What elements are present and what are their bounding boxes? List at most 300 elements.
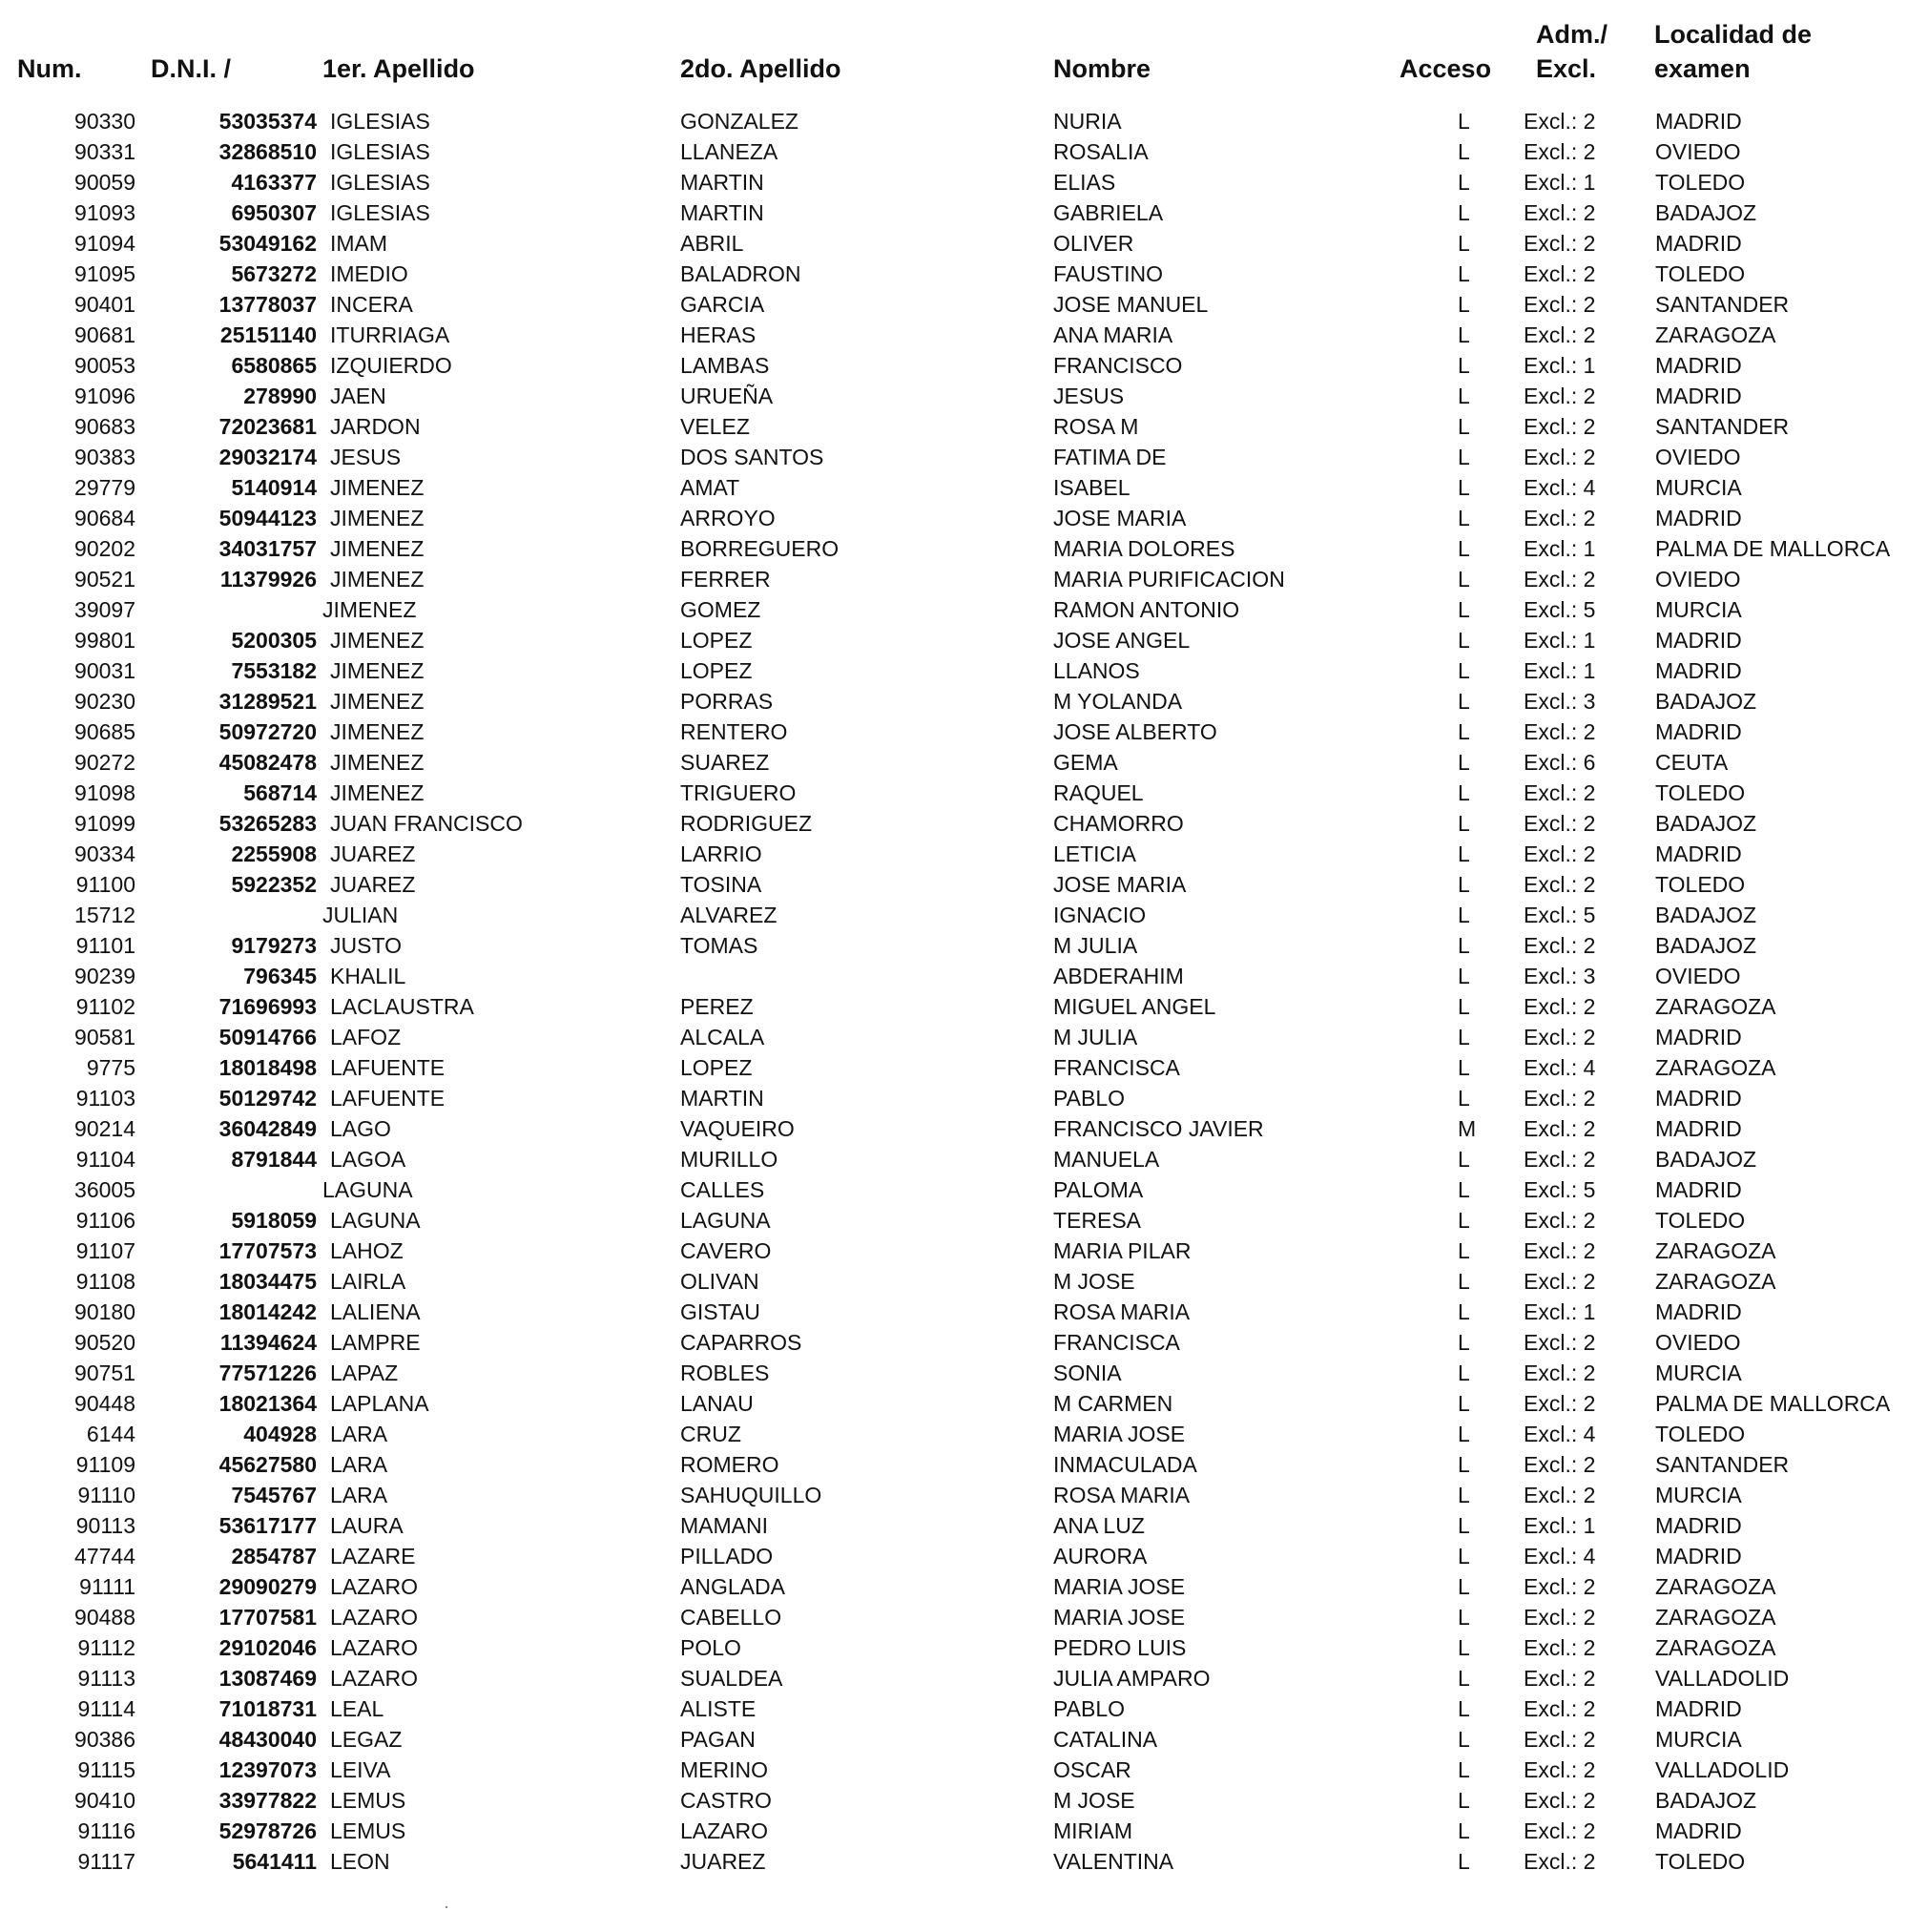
cell-apellido2: POLO (680, 1635, 741, 1660)
cell-nombre: OSCAR (1053, 1757, 1131, 1782)
cell-localidad: PALMA DE MALLORCA (1655, 536, 1891, 561)
cell-apellido1: LAGUNA (330, 1208, 421, 1233)
cell-localidad: ZARAGOZA (1655, 1055, 1776, 1080)
cell-apellido2: GISTAU (680, 1299, 760, 1324)
cell-num: 91098 (74, 780, 135, 805)
table-row (0, 1693, 1908, 1724)
table-row (0, 1846, 1908, 1877)
cell-localidad: MADRID (1655, 1696, 1742, 1721)
cell-adm-excl: Excl.: 2 (1524, 1635, 1596, 1660)
cell-acceso: L (1458, 1238, 1470, 1263)
cell-apellido1: JIMENEZ (330, 567, 425, 592)
cell-apellido1: JIMENEZ (330, 475, 425, 500)
cell-dni: 50129742 (218, 1086, 317, 1111)
cell-apellido2: LAMBAS (680, 353, 770, 378)
cell-localidad: TOLEDO (1655, 261, 1746, 286)
table-row (0, 1327, 1908, 1358)
cell-apellido2: AMAT (680, 475, 740, 500)
cell-localidad: OVIEDO (1655, 567, 1741, 592)
cell-nombre: MIRIAM (1053, 1818, 1133, 1843)
cell-localidad: OVIEDO (1655, 1330, 1741, 1355)
cell-adm-excl: Excl.: 5 (1524, 903, 1596, 927)
cell-acceso: L (1458, 1849, 1470, 1874)
cell-dni: 568714 (243, 780, 317, 805)
table-row (0, 930, 1908, 961)
cell-num: 91114 (77, 1696, 135, 1721)
table-row (0, 991, 1908, 1022)
cell-nombre: JOSE MANUEL (1053, 292, 1209, 317)
cell-localidad: MADRID (1655, 1544, 1742, 1568)
cell-dni: 5140914 (231, 475, 317, 500)
cell-dni: 18014242 (218, 1299, 317, 1324)
cell-num: 91113 (77, 1666, 135, 1691)
cell-acceso: L (1458, 1391, 1470, 1416)
cell-num: 90520 (74, 1330, 135, 1355)
cell-nombre: FRANCISCO (1053, 353, 1183, 378)
cell-adm-excl: Excl.: 3 (1524, 689, 1596, 714)
cell-apellido2: OLIVAN (680, 1269, 759, 1294)
cell-adm-excl: Excl.: 2 (1524, 1483, 1596, 1507)
cell-dni: 5200305 (231, 628, 317, 653)
cell-localidad: TOLEDO (1655, 1422, 1746, 1446)
table-row (0, 167, 1908, 197)
cell-apellido2: LOPEZ (680, 658, 753, 683)
table-row (0, 1785, 1908, 1816)
table-row (0, 350, 1908, 381)
cell-localidad: MADRID (1655, 1513, 1742, 1538)
cell-num: 90410 (74, 1788, 135, 1813)
cell-apellido2: LLANEZA (680, 139, 778, 164)
cell-dni: 13087469 (218, 1666, 317, 1691)
cell-adm-excl: Excl.: 2 (1524, 1788, 1596, 1813)
cell-acceso: L (1458, 1330, 1470, 1355)
table-row (0, 136, 1908, 167)
cell-apellido1: LEMUS (330, 1818, 406, 1843)
cell-acceso: L (1458, 322, 1470, 347)
table-row (0, 1632, 1908, 1663)
table-row (0, 1144, 1908, 1174)
cell-apellido2: MURILLO (680, 1147, 778, 1172)
cell-acceso: L (1458, 1208, 1470, 1233)
cell-apellido2: RODRIGUEZ (680, 811, 812, 836)
cell-nombre: MARIA JOSE (1053, 1574, 1186, 1599)
cell-acceso: L (1458, 506, 1470, 530)
cell-apellido2: SAHUQUILLO (680, 1483, 822, 1507)
cell-nombre: MARIA DOLORES (1053, 536, 1235, 561)
cell-num: 90202 (74, 536, 135, 561)
header-adm-line1: Adm./ (1536, 20, 1608, 49)
cell-nombre: M JOSE (1053, 1269, 1135, 1294)
cell-dni: 33977822 (218, 1788, 317, 1813)
cell-localidad: MADRID (1655, 384, 1742, 408)
cell-localidad: OVIEDO (1655, 445, 1741, 469)
cell-num: 90383 (74, 445, 135, 469)
cell-num: 90031 (74, 658, 135, 683)
cell-apellido1: LACLAUSTRA (330, 994, 474, 1019)
cell-adm-excl: Excl.: 2 (1524, 1727, 1596, 1752)
cell-nombre: AURORA (1053, 1544, 1148, 1568)
cell-acceso: L (1458, 445, 1470, 469)
cell-nombre: FATIMA DE (1053, 445, 1167, 469)
cell-dni: 53265283 (218, 811, 317, 836)
cell-apellido1: ITURRIAGA (330, 322, 450, 347)
cell-nombre: M YOLANDA (1053, 689, 1183, 714)
cell-localidad: CEUTA (1655, 750, 1729, 775)
cell-nombre: RAQUEL (1053, 780, 1144, 805)
cell-localidad: BADAJOZ (1655, 933, 1757, 958)
cell-adm-excl: Excl.: 2 (1524, 1269, 1596, 1294)
cell-dni: 25151140 (219, 322, 317, 347)
cell-adm-excl: Excl.: 2 (1524, 1208, 1596, 1233)
cell-adm-excl: Excl.: 1 (1524, 658, 1596, 683)
cell-nombre: LETICIA (1053, 841, 1136, 866)
cell-apellido1: JUAREZ (330, 841, 416, 866)
cell-adm-excl: Excl.: 2 (1524, 1147, 1596, 1172)
cell-apellido2: PILLADO (680, 1544, 774, 1568)
cell-apellido1: JIMENEZ (330, 506, 425, 530)
cell-apellido2: GARCIA (680, 292, 765, 317)
cell-acceso: L (1458, 1361, 1470, 1385)
table-row (0, 1571, 1908, 1602)
cell-adm-excl: Excl.: 2 (1524, 567, 1596, 592)
cell-apellido2: ROMERO (680, 1452, 779, 1477)
cell-adm-excl: Excl.: 2 (1524, 1666, 1596, 1691)
cell-acceso: L (1458, 1696, 1470, 1721)
cell-dni: 2255908 (231, 841, 317, 866)
cell-acceso: L (1458, 170, 1470, 195)
cell-dni: 71696993 (218, 994, 317, 1019)
cell-nombre: JOSE ALBERTO (1053, 719, 1217, 744)
cell-acceso: L (1458, 689, 1470, 714)
cell-dni: 18034475 (218, 1269, 317, 1294)
table-row (0, 869, 1908, 900)
header-adm-line2: Excl. (1536, 54, 1597, 83)
cell-nombre: JULIA AMPARO (1053, 1666, 1211, 1691)
cell-localidad: MADRID (1655, 109, 1742, 134)
cell-acceso: L (1458, 475, 1470, 500)
cell-apellido2: ROBLES (680, 1361, 770, 1385)
cell-apellido1: IGLESIAS (330, 170, 430, 195)
cell-adm-excl: Excl.: 1 (1524, 1299, 1596, 1324)
cell-acceso: L (1458, 1513, 1470, 1538)
cell-num: 91103 (75, 1086, 135, 1111)
cell-localidad: OVIEDO (1655, 139, 1741, 164)
cell-acceso: M (1458, 1116, 1477, 1141)
cell-dni: 29032174 (218, 445, 317, 469)
cell-num: 91109 (75, 1452, 135, 1477)
cell-apellido2: TOMAS (680, 933, 758, 958)
table-row (0, 1205, 1908, 1236)
cell-nombre: OLIVER (1053, 231, 1134, 256)
cell-acceso: L (1458, 109, 1470, 134)
cell-num: 90488 (74, 1605, 135, 1630)
cell-nombre: VALENTINA (1053, 1849, 1174, 1874)
cell-nombre: FAUSTINO (1053, 261, 1164, 286)
cell-adm-excl: Excl.: 2 (1524, 841, 1596, 866)
cell-apellido1: JIMENEZ (322, 597, 417, 622)
table-row (0, 717, 1908, 747)
table-row (0, 839, 1908, 869)
table-row (0, 564, 1908, 594)
cell-apellido2: HERAS (680, 322, 757, 347)
cell-localidad: MURCIA (1655, 1361, 1742, 1385)
cell-apellido2: VAQUEIRO (680, 1116, 795, 1141)
cell-nombre: PABLO (1053, 1696, 1125, 1721)
cell-acceso: L (1458, 964, 1470, 988)
cell-adm-excl: Excl.: 2 (1524, 1086, 1596, 1111)
table-row (0, 778, 1908, 808)
cell-acceso: L (1458, 414, 1470, 439)
cell-dni: 31289521 (218, 689, 317, 714)
cell-apellido1: LARA (330, 1452, 388, 1477)
cell-apellido1: LAHOZ (330, 1238, 404, 1263)
cell-num: 91112 (77, 1635, 135, 1660)
cell-apellido1: LAZARE (330, 1544, 416, 1568)
header-dni: D.N.I. / (151, 54, 232, 83)
cell-adm-excl: Excl.: 2 (1524, 994, 1596, 1019)
table-row (0, 1602, 1908, 1632)
cell-num: 91094 (74, 231, 135, 256)
cell-adm-excl: Excl.: 2 (1524, 506, 1596, 530)
cell-apellido2: CASTRO (680, 1788, 772, 1813)
cell-acceso: L (1458, 261, 1470, 286)
cell-apellido2: LANAU (680, 1391, 754, 1416)
cell-apellido1: LAFUENTE (330, 1055, 446, 1080)
cell-nombre: IGNACIO (1053, 903, 1147, 927)
cell-nombre: SONIA (1053, 1361, 1122, 1385)
cell-dni: 18018498 (218, 1055, 317, 1080)
cell-acceso: L (1458, 1544, 1470, 1568)
cell-localidad: MADRID (1655, 1116, 1742, 1141)
cell-apellido2: SUALDEA (680, 1666, 783, 1691)
cell-apellido1: JIMENEZ (330, 719, 425, 744)
cell-num: 15712 (74, 903, 135, 927)
cell-acceso: L (1458, 1147, 1470, 1172)
cell-num: 91093 (74, 200, 135, 225)
cell-num: 91100 (75, 872, 135, 897)
cell-localidad: ZARAGOZA (1655, 1605, 1776, 1630)
cell-apellido1: IZQUIERDO (330, 353, 452, 378)
cell-nombre: GABRIELA (1053, 200, 1164, 225)
cell-acceso: L (1458, 1422, 1470, 1446)
cell-localidad: TOLEDO (1655, 170, 1746, 195)
table-row (0, 1480, 1908, 1510)
cell-apellido1: LAIRLA (330, 1269, 406, 1294)
cell-dni: 7545767 (231, 1483, 317, 1507)
cell-apellido1: LAFOZ (330, 1025, 402, 1049)
cell-acceso: L (1458, 719, 1470, 744)
cell-apellido1: LALIENA (330, 1299, 421, 1324)
header-localidad (1654, 17, 1812, 86)
cell-nombre: ABDERAHIM (1053, 964, 1184, 988)
cell-dni: 50914766 (218, 1025, 317, 1049)
cell-apellido1: JARDON (330, 414, 421, 439)
cell-acceso: L (1458, 658, 1470, 683)
cell-apellido1: IGLESIAS (330, 109, 430, 134)
cell-localidad: ZARAGOZA (1655, 1238, 1776, 1263)
cell-dni: 50972720 (218, 719, 317, 744)
table-row (0, 1663, 1908, 1693)
cell-nombre: JOSE MARIA (1053, 872, 1187, 897)
table-row (0, 411, 1908, 442)
cell-apellido2: GONZALEZ (680, 109, 798, 134)
cell-nombre: MANUELA (1053, 1147, 1160, 1172)
cell-dni: 36042849 (218, 1116, 317, 1141)
header-localidad-line2: examen (1654, 54, 1751, 83)
cell-adm-excl: Excl.: 2 (1524, 1025, 1596, 1049)
cell-apellido2: URUEÑA (680, 384, 774, 408)
cell-localidad: ZARAGOZA (1655, 1635, 1776, 1660)
table-row (0, 594, 1908, 625)
cell-num: 90521 (74, 567, 135, 592)
cell-apellido1: LEGAZ (330, 1727, 403, 1752)
cell-apellido2: LAZARO (680, 1818, 769, 1843)
cell-acceso: L (1458, 872, 1470, 897)
cell-apellido2: RENTERO (680, 719, 788, 744)
table-row (0, 472, 1908, 503)
cell-apellido1: LEAL (330, 1696, 384, 1721)
table-row (0, 228, 1908, 259)
cell-localidad: MADRID (1655, 506, 1742, 530)
cell-apellido2: LAGUNA (680, 1208, 771, 1233)
cell-apellido2: CALLES (680, 1177, 765, 1202)
applicant-list (0, 106, 1908, 1877)
cell-apellido1: IMAM (330, 231, 388, 256)
cell-dni: 2854787 (231, 1544, 317, 1568)
scan-speck (446, 1906, 447, 1908)
cell-adm-excl: Excl.: 2 (1524, 1849, 1596, 1874)
cell-num: 91099 (74, 811, 135, 836)
cell-nombre: MARIA JOSE (1053, 1422, 1186, 1446)
cell-localidad: TOLEDO (1655, 1849, 1746, 1874)
cell-adm-excl: Excl.: 2 (1524, 200, 1596, 225)
table-row (0, 1022, 1908, 1052)
table-row (0, 381, 1908, 411)
cell-num: 90581 (74, 1025, 135, 1049)
table-row (0, 686, 1908, 717)
table-row (0, 1236, 1908, 1266)
table-row (0, 1113, 1908, 1144)
cell-dni: 11379926 (219, 567, 317, 592)
cell-dni: 48430040 (218, 1727, 317, 1752)
cell-apellido1: IGLESIAS (330, 200, 430, 225)
cell-localidad: MURCIA (1655, 1483, 1742, 1507)
cell-nombre: NURIA (1053, 109, 1122, 134)
cell-adm-excl: Excl.: 2 (1524, 1238, 1596, 1263)
table-row (0, 1297, 1908, 1327)
cell-num: 91115 (77, 1757, 135, 1782)
table-row (0, 1174, 1908, 1205)
cell-apellido1: KHALIL (330, 964, 406, 988)
cell-apellido2: MARTIN (680, 1086, 764, 1111)
cell-apellido1: JULIAN (322, 903, 399, 927)
cell-adm-excl: Excl.: 4 (1524, 1422, 1596, 1446)
cell-acceso: L (1458, 811, 1470, 836)
cell-apellido1: JIMENEZ (330, 658, 425, 683)
cell-num: 91117 (77, 1849, 135, 1874)
cell-nombre: ROSA M (1053, 414, 1139, 439)
table-row (0, 1541, 1908, 1571)
cell-adm-excl: Excl.: 2 (1524, 780, 1596, 805)
cell-nombre: PALOMA (1053, 1177, 1144, 1202)
cell-adm-excl: Excl.: 2 (1524, 445, 1596, 469)
cell-num: 90681 (74, 322, 135, 347)
header-nombre: Nombre (1053, 54, 1151, 83)
cell-dni: 77571226 (218, 1361, 317, 1385)
cell-num: 90684 (74, 506, 135, 530)
cell-apellido2: MARTIN (680, 170, 764, 195)
cell-dni: 796345 (243, 964, 317, 988)
cell-num: 90401 (74, 292, 135, 317)
cell-acceso: L (1458, 597, 1470, 622)
cell-apellido2: PEREZ (680, 994, 754, 1019)
cell-dni: 13778037 (218, 292, 317, 317)
cell-acceso: L (1458, 780, 1470, 805)
cell-dni: 17707573 (218, 1238, 317, 1263)
cell-num: 29779 (74, 475, 135, 500)
cell-localidad: MURCIA (1655, 1727, 1742, 1752)
cell-apellido1: LAMPRE (330, 1330, 421, 1355)
cell-acceso: L (1458, 1818, 1470, 1843)
cell-localidad: MADRID (1655, 1299, 1742, 1324)
cell-acceso: L (1458, 933, 1470, 958)
cell-adm-excl: Excl.: 1 (1524, 628, 1596, 653)
cell-dni: 6580865 (231, 353, 317, 378)
cell-apellido2: SUAREZ (680, 750, 770, 775)
cell-num: 91107 (75, 1238, 135, 1263)
cell-nombre: ROSA MARIA (1053, 1483, 1191, 1507)
cell-adm-excl: Excl.: 2 (1524, 139, 1596, 164)
cell-nombre: PABLO (1053, 1086, 1125, 1111)
cell-adm-excl: Excl.: 2 (1524, 1605, 1596, 1630)
cell-nombre: JOSE MARIA (1053, 506, 1187, 530)
cell-acceso: L (1458, 994, 1470, 1019)
cell-nombre: RAMON ANTONIO (1053, 597, 1240, 622)
cell-acceso: L (1458, 353, 1470, 378)
table-row (0, 1755, 1908, 1785)
cell-adm-excl: Excl.: 2 (1524, 231, 1596, 256)
cell-localidad: MADRID (1655, 719, 1742, 744)
cell-nombre: ANA LUZ (1053, 1513, 1145, 1538)
cell-dni: 53617177 (218, 1513, 317, 1538)
cell-apellido2: LOPEZ (680, 1055, 753, 1080)
cell-acceso: L (1458, 1574, 1470, 1599)
table-row (0, 747, 1908, 778)
cell-adm-excl: Excl.: 2 (1524, 719, 1596, 744)
cell-num: 90386 (74, 1727, 135, 1752)
header-apellido2: 2do. Apellido (680, 54, 841, 83)
cell-nombre: GEMA (1053, 750, 1118, 775)
table-row (0, 1449, 1908, 1480)
cell-num: 39097 (74, 597, 135, 622)
cell-nombre: ELIAS (1053, 170, 1116, 195)
header-num: Num. (17, 54, 82, 83)
cell-nombre: MARIA JOSE (1053, 1605, 1186, 1630)
cell-nombre: LLANOS (1053, 658, 1140, 683)
cell-num: 99801 (74, 628, 135, 653)
table-row (0, 1510, 1908, 1541)
cell-nombre: CATALINA (1053, 1727, 1158, 1752)
cell-apellido1: JIMENEZ (330, 536, 425, 561)
cell-apellido2: LOPEZ (680, 628, 753, 653)
cell-dni: 72023681 (218, 414, 317, 439)
cell-num: 90053 (74, 353, 135, 378)
cell-apellido1: INCERA (330, 292, 413, 317)
cell-localidad: MADRID (1655, 1818, 1742, 1843)
cell-adm-excl: Excl.: 2 (1524, 261, 1596, 286)
cell-apellido1: IGLESIAS (330, 139, 430, 164)
cell-apellido1: LAZARO (330, 1666, 419, 1691)
